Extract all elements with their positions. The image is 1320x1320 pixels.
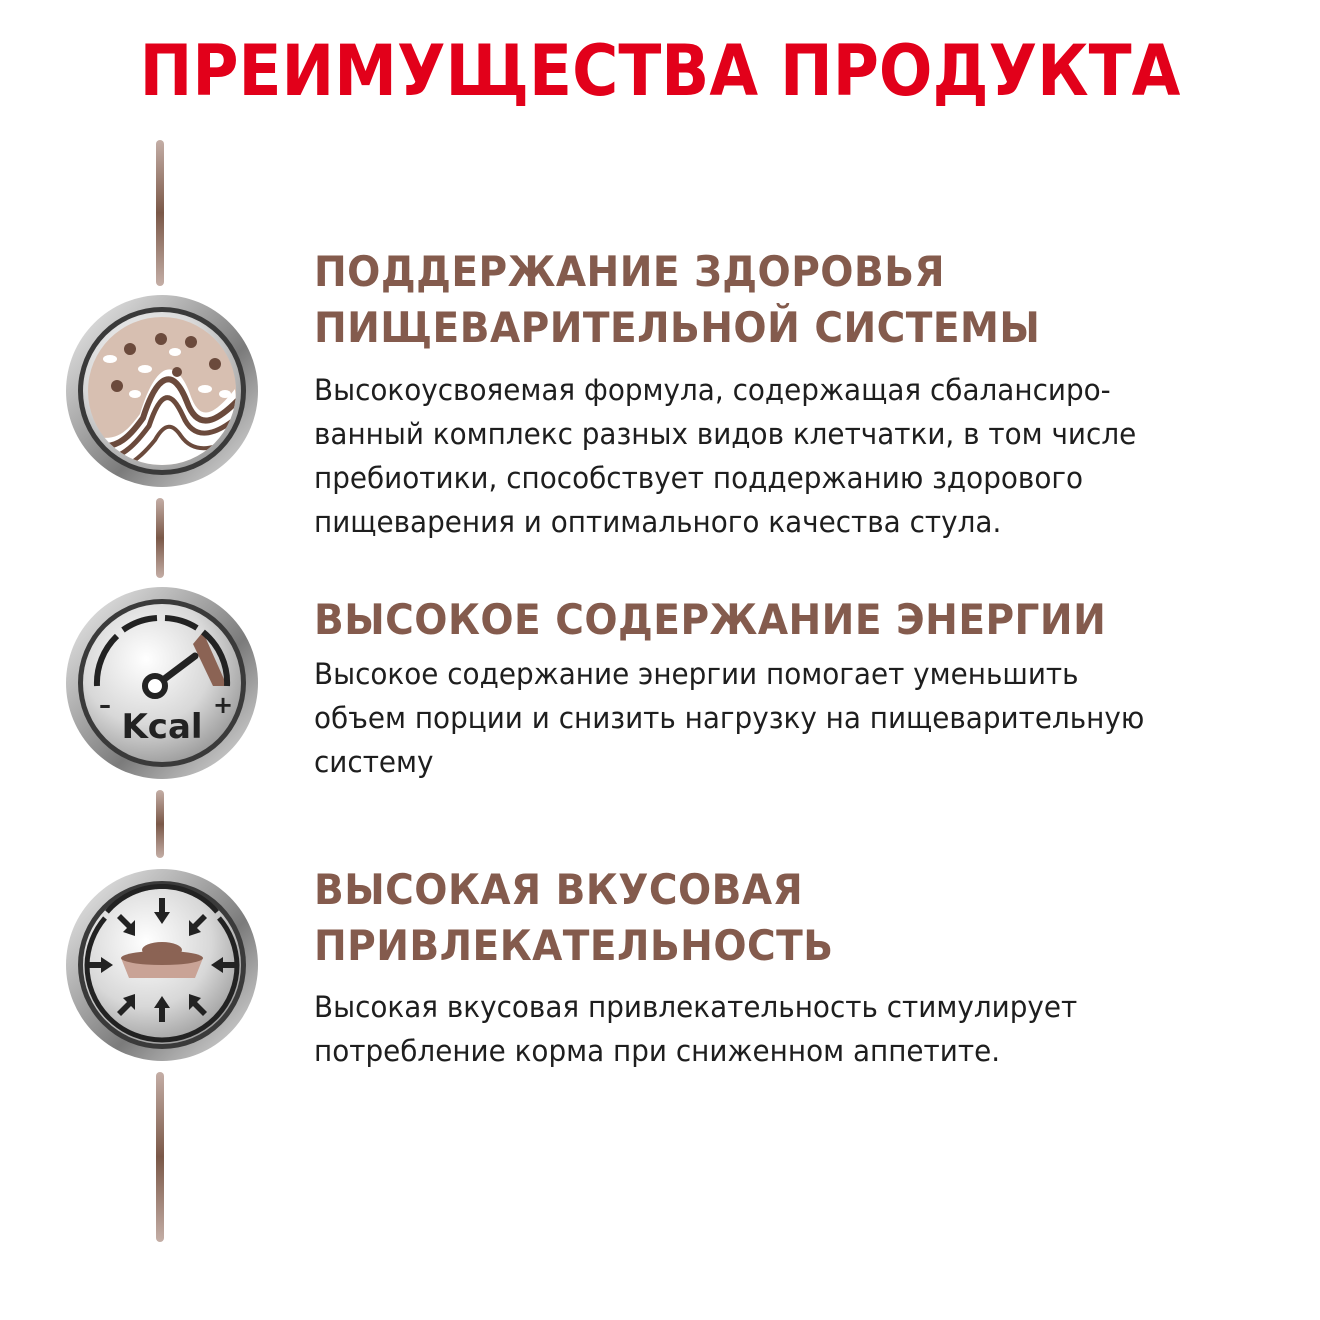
heading-line: ПОДДЕРЖАНИЕ ЗДОРОВЬЯ (314, 247, 945, 296)
energy-gauge-icon (65, 586, 259, 780)
digestive-system-icon (65, 294, 259, 488)
gauge-plus: + (213, 691, 234, 719)
rail-segment (156, 140, 164, 286)
food-bowl-palatability-icon (65, 868, 259, 1062)
benefit-description-digestive: Высокоусвояемая формула, содержащая сбалансиро- ванный комплекс разных видов клетчатки, в том числе пребиотики, способствует поддержанию здорового пищеварения и оптимального качества стула. (314, 373, 1137, 539)
kcal-label: Kcal (121, 707, 203, 747)
benefit-description-palatability: Высокая вкусовая привлекательность стимулирует потребление корма при сниженном аппетите. (314, 990, 1078, 1068)
benefit-heading-energy (314, 592, 1225, 648)
benefit-heading-digestive (314, 244, 1225, 356)
rail-segment (156, 1072, 164, 1242)
benefit-description-energy: Высокое содержание энергии помогает уменьшить объем порции и снизить нагрузку на пищеварительную систему (314, 657, 1145, 779)
page-title: ПРЕИМУЩЕСТВА ПРОДУКТА (139, 30, 1181, 112)
benefit-heading-palatability (314, 862, 1225, 974)
gauge-minus: – (99, 691, 111, 719)
rail-segment (156, 498, 164, 578)
heading-line: ВЫСОКАЯ ВКУСОВАЯ (314, 865, 804, 914)
heading-line: ВЫСОКОЕ СОДЕРЖАНИЕ ЭНЕРГИИ (314, 595, 1107, 644)
rail-segment (156, 790, 164, 858)
heading-line: ПРИВЛЕКАТЕЛЬНОСТЬ (314, 921, 834, 970)
heading-line: ПИЩЕВАРИТЕЛЬНОЙ СИСТЕМЫ (314, 303, 1041, 352)
